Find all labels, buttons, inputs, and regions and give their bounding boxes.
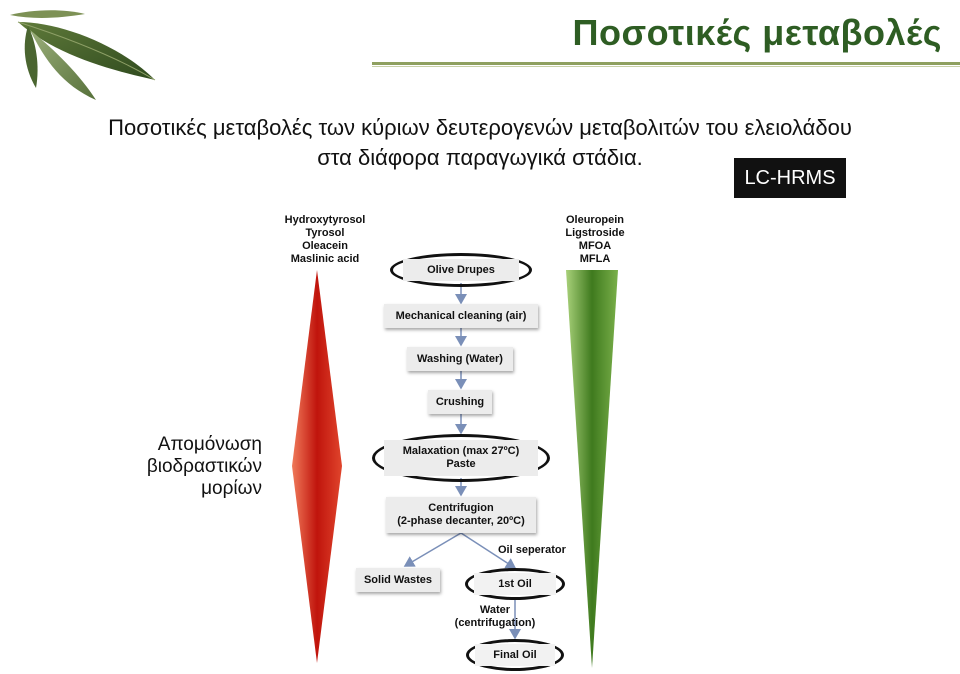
left-compound-item: Oleacein (302, 240, 348, 252)
node-label: Mechanical cleaning (air) (395, 309, 527, 322)
subtitle-line-1: Ποσοτικές μεταβολές των κύριων δευτερογενών μεταβολιτών του ελειολάδου (108, 115, 852, 140)
node-olive-drupes (403, 259, 519, 281)
right-compound-item: Ligstroside (565, 227, 625, 239)
node-crushing (428, 390, 492, 414)
water-centrifugation-label (428, 604, 562, 630)
node-label: (2-phase decanter, 20ºC) (397, 515, 525, 527)
node-label: Washing (Water) (417, 352, 503, 365)
node-label: Solid Wastes (363, 573, 433, 586)
node-label: Malaxation (max 27ºC) (402, 445, 520, 457)
right-compound-item: MFLA (579, 253, 611, 265)
right-compound-item: Oleuropein (565, 214, 625, 226)
node-mechanical-cleaning (384, 304, 538, 328)
left-compound-item: Maslinic acid (290, 253, 360, 265)
right-compound-item: MFOA (578, 240, 612, 252)
red-decrease-diamond (292, 270, 342, 663)
node-centrifugion (386, 497, 536, 533)
node-label: Centrifugion (428, 502, 494, 514)
node-label: Paste (446, 458, 476, 470)
node-label: Olive Drupes (427, 263, 495, 276)
water-label-line-1: Water (479, 604, 511, 616)
side-label-line-1: Απομόνωση (157, 434, 262, 455)
green-decrease-wedge (566, 270, 618, 668)
side-label-line-2: βιοδραστικών (146, 456, 262, 477)
node-label: Crushing (435, 395, 485, 408)
lc-hrms-badge: LC-HRMS (734, 158, 846, 198)
node-solid-wastes (356, 568, 440, 592)
page-title: Ποσοτικές μεταβολές (572, 12, 942, 53)
node-label: Final Oil (493, 648, 537, 661)
node-malaxation (384, 440, 538, 476)
left-compound-item: Hydroxytyrosol (284, 214, 366, 226)
node-washing (407, 347, 513, 371)
oil-separator-label: Oil seperator (498, 544, 566, 556)
subtitle-line-2: στα διάφορα παραγωγικά στάδια. (317, 145, 643, 170)
node-final-oil (475, 644, 555, 666)
water-label-line-2: (centrifugation) (454, 617, 536, 629)
node-label: 1st Oil (498, 577, 532, 590)
side-label-line-3: μορίων (201, 478, 262, 499)
node-first-oil (474, 573, 556, 595)
left-compound-item: Tyrosol (305, 227, 345, 239)
